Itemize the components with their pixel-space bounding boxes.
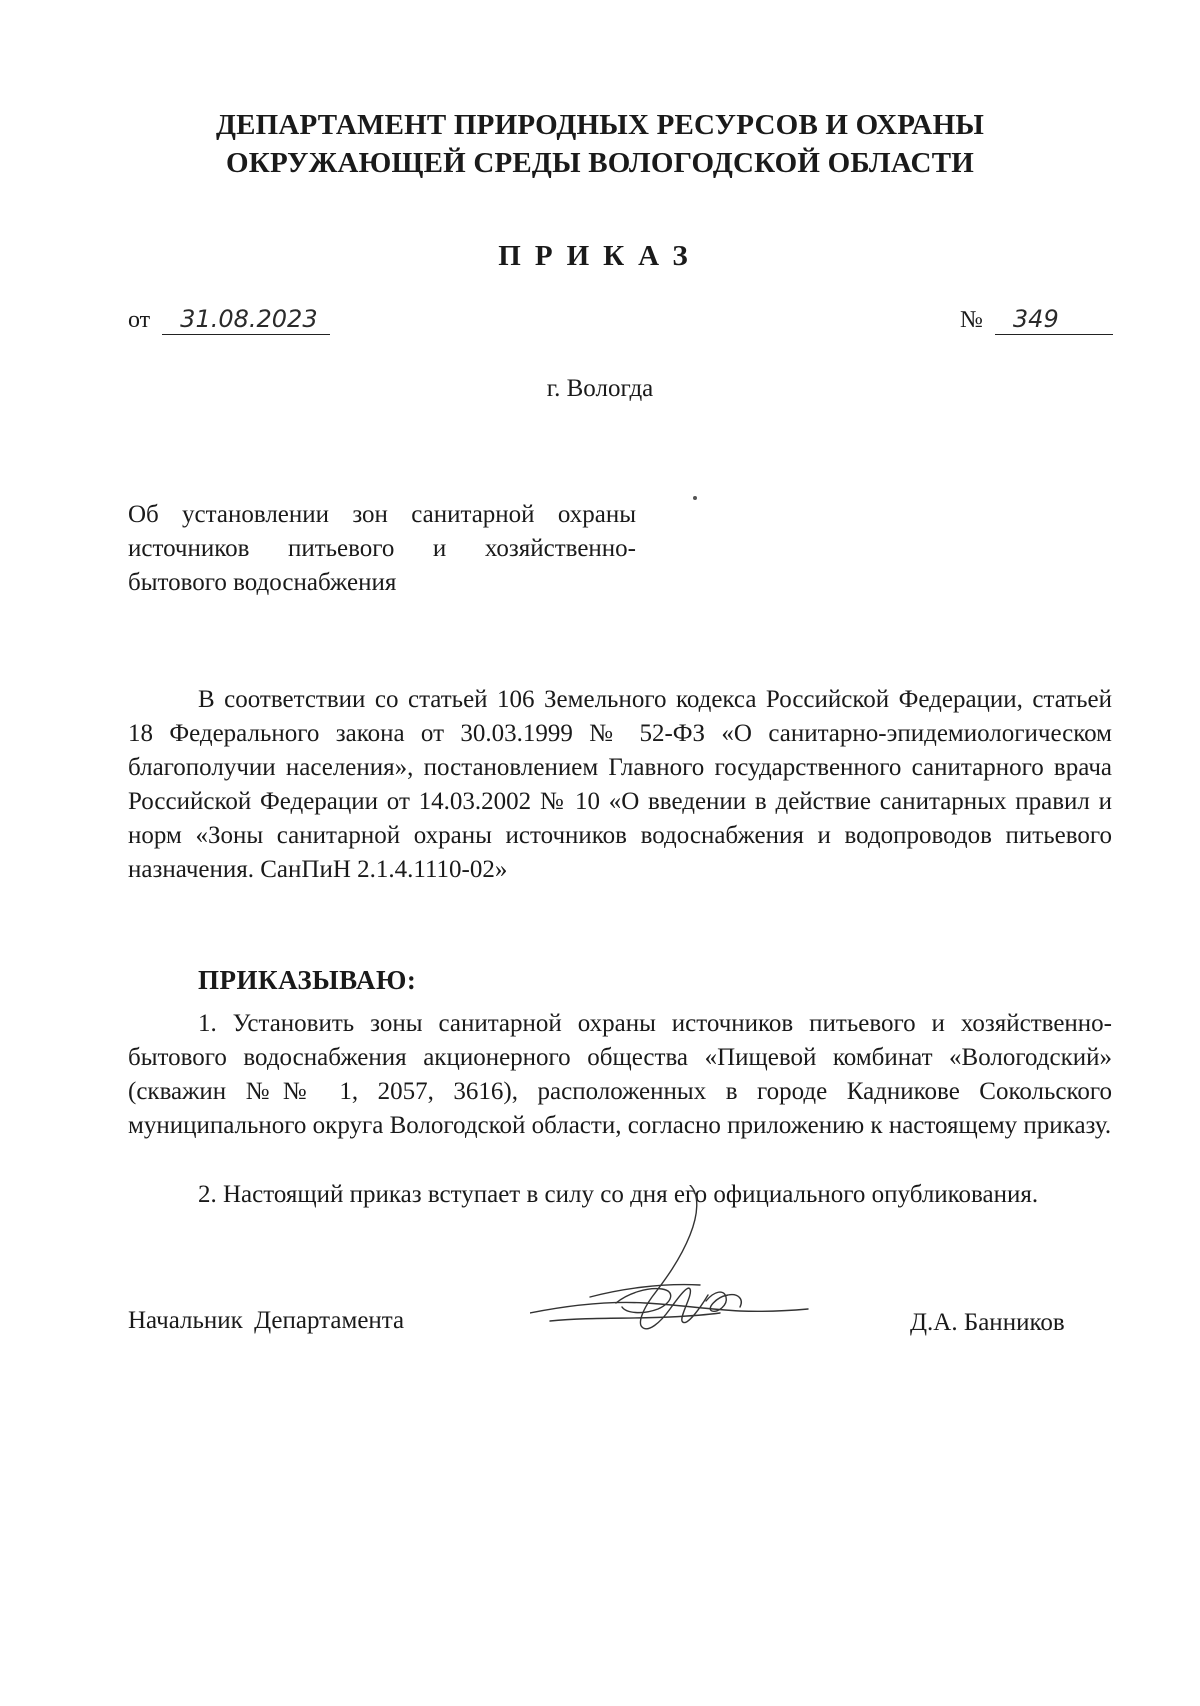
signatory-name: Д.А. Банников [910, 1309, 1065, 1336]
header-line-1: ДЕПАРТАМЕНТ ПРИРОДНЫХ РЕСУРСОВ И ОХРАНЫ [215, 109, 985, 141]
order-heading: ПРИКАЗЫВАЮ: [198, 965, 417, 995]
date-field [162, 305, 330, 335]
preamble-paragraph: В соответствии со статьей 106 Земельного кодекса Российской Федерации, статьей 18 Федерального закона от 30.03.1999 № 52-ФЗ «О санитарно-эпидемиологическом благополучии населения», постановлением Главного государственного санитарного врача Российской Федерации от 14.03.2002 № 10 «О введении в действие санитарных правил и норм «Зоны санитарной охраны источников водоснабжения и водопроводов питьевого назначения. СанПиН 2.1.4.1110-02» [128, 686, 1112, 883]
number-label: № [960, 307, 983, 333]
scan-dot-mark [693, 496, 697, 500]
department-header [0, 106, 1200, 182]
header-line-2: ОКРУЖАЮЩЕЙ СРЕДЫ ВОЛОГОДСКОЙ ОБЛАСТИ [226, 147, 974, 179]
number-value: 349 [1012, 305, 1059, 333]
date-value: 31.08.2023 [180, 305, 318, 333]
order-item-1: 1. Установить зоны санитарной охраны источников питьевого и хозяйственно-бытового водоснабжения акционерного общества «Пищевой комбинат «Вологодский» (скважин №№ 1, 2057, 3616), расположенных в городе Кадникове Сокольского муниципального округа Вологодской области, согласно приложению к настоящему приказу. [128, 1010, 1112, 1139]
subject-title: Об установлении зон санитарной охраны источников питьевого и хозяйственно-бытового водоснабжения [128, 501, 636, 596]
date-label: от [128, 307, 151, 333]
handwritten-signature [530, 1185, 810, 1355]
document-type-title: ПРИКАЗ [498, 240, 702, 272]
city-line: г. Вологда [546, 375, 654, 402]
number-field [995, 305, 1113, 335]
date-block [128, 305, 330, 335]
signatory-title: Начальник Департамента [128, 1307, 405, 1334]
order-item-2: 2. Настоящий приказ вступает в силу со дня его официального опубликования. [198, 1181, 1039, 1208]
number-block [960, 305, 1113, 335]
